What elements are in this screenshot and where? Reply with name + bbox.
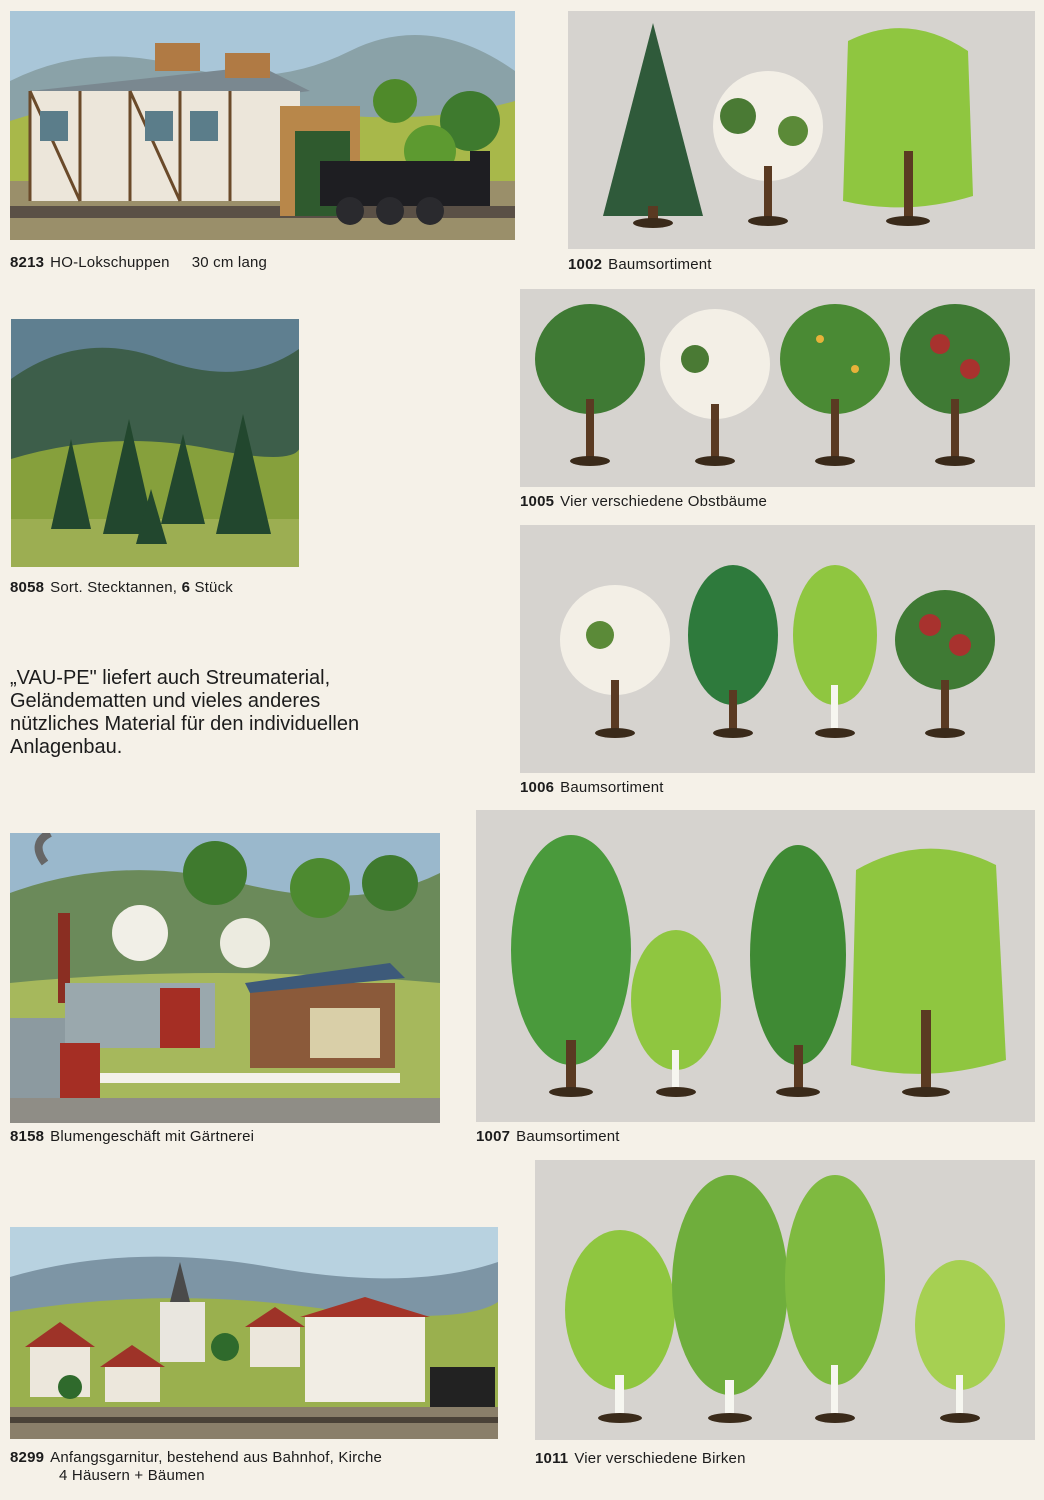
fruit-tree-icon: [660, 309, 770, 466]
product-number: 1002: [568, 256, 603, 273]
birch-tree-icon: [915, 1260, 1005, 1423]
product-number: 1005: [520, 493, 555, 510]
birch-tree-icon: [631, 930, 721, 1097]
product-label: Blumengeschäft mit Gärtnerei: [50, 1128, 255, 1145]
caption-8299: [10, 1449, 382, 1485]
product-label: Vier verschiedene Obstbäume: [560, 493, 768, 510]
product-label: Baumsortiment: [560, 779, 664, 796]
caption-1005: [520, 493, 767, 511]
product-number: 1011: [535, 1450, 569, 1467]
product-number: 8299: [10, 1449, 45, 1466]
caption-1002: [568, 256, 712, 274]
product-label: Sort. Stecktannen,: [50, 579, 178, 596]
info-line-1: „VAU-PE" liefert auch Streumaterial,: [10, 667, 331, 689]
fruit-tree-icon: [780, 304, 890, 466]
caption-8213: [10, 254, 267, 272]
birch-tree-icon: [672, 1175, 788, 1423]
info-line-4: Anlagenbau.: [10, 736, 123, 758]
photo-8158-blumengeschaeft: [10, 833, 440, 1123]
birch-tree-icon: [793, 565, 877, 738]
photo-1007-baumsortiment: [476, 810, 1035, 1122]
product-number: 8058: [10, 579, 45, 596]
fruit-tree-icon: [535, 304, 645, 466]
willow-tree-icon: [851, 849, 1006, 1097]
fir-tree-icon: [603, 23, 703, 228]
photo-8058-stecktannen: [11, 319, 299, 567]
photo-1011-birken: [535, 1160, 1035, 1440]
birch-tree-icon: [785, 1175, 885, 1423]
caption-1006: [520, 779, 664, 797]
product-label: Baumsortiment: [608, 256, 712, 273]
product-label: Vier verschiedene Birken: [574, 1450, 746, 1467]
product-label: HO-Lokschuppen: [50, 254, 170, 271]
product-extra: 30 cm lang: [191, 254, 268, 271]
photo-1006-baumsortiment: [520, 525, 1035, 773]
product-label-line2: 4 Häusern + Bäumen: [59, 1467, 205, 1484]
product-number: 1007: [476, 1128, 511, 1145]
product-label: Baumsortiment: [516, 1128, 620, 1145]
product-label: Anfangsgarnitur, bestehend aus Bahnhof, Kirche: [50, 1449, 383, 1466]
oak-tree-icon: [688, 565, 778, 738]
product-number: 1006: [520, 779, 555, 796]
photo-1002-baumsortiment: [568, 11, 1035, 249]
product-number: 8213: [10, 254, 45, 271]
caption-8158: [10, 1128, 254, 1146]
caption-1007: [476, 1128, 620, 1146]
photo-1005-obstbaeume: [520, 289, 1035, 487]
photo-8299-anfangsgarnitur: [10, 1227, 498, 1439]
poplar-tree-icon: [511, 835, 631, 1097]
product-count: 6: [181, 579, 191, 596]
info-line-3: nützliches Material für den individuellen: [10, 713, 360, 735]
fruit-tree-icon: [900, 304, 1010, 466]
birch-tree-icon: [565, 1230, 675, 1423]
poplar-tree-icon: [750, 845, 846, 1097]
blossom-tree-icon: [713, 71, 823, 226]
product-unit: Stück: [194, 579, 233, 596]
willow-tree-icon: [843, 28, 973, 226]
info-paragraph: [10, 667, 440, 759]
caption-8058: [10, 579, 233, 597]
blossom-tree-icon: [560, 585, 670, 738]
fruit-tree-icon: [895, 590, 995, 738]
info-line-2: Geländematten und vieles anderes: [10, 690, 321, 712]
product-number: 8158: [10, 1128, 45, 1145]
caption-1011: [535, 1450, 746, 1468]
photo-8213-lokschuppen: [10, 11, 515, 240]
